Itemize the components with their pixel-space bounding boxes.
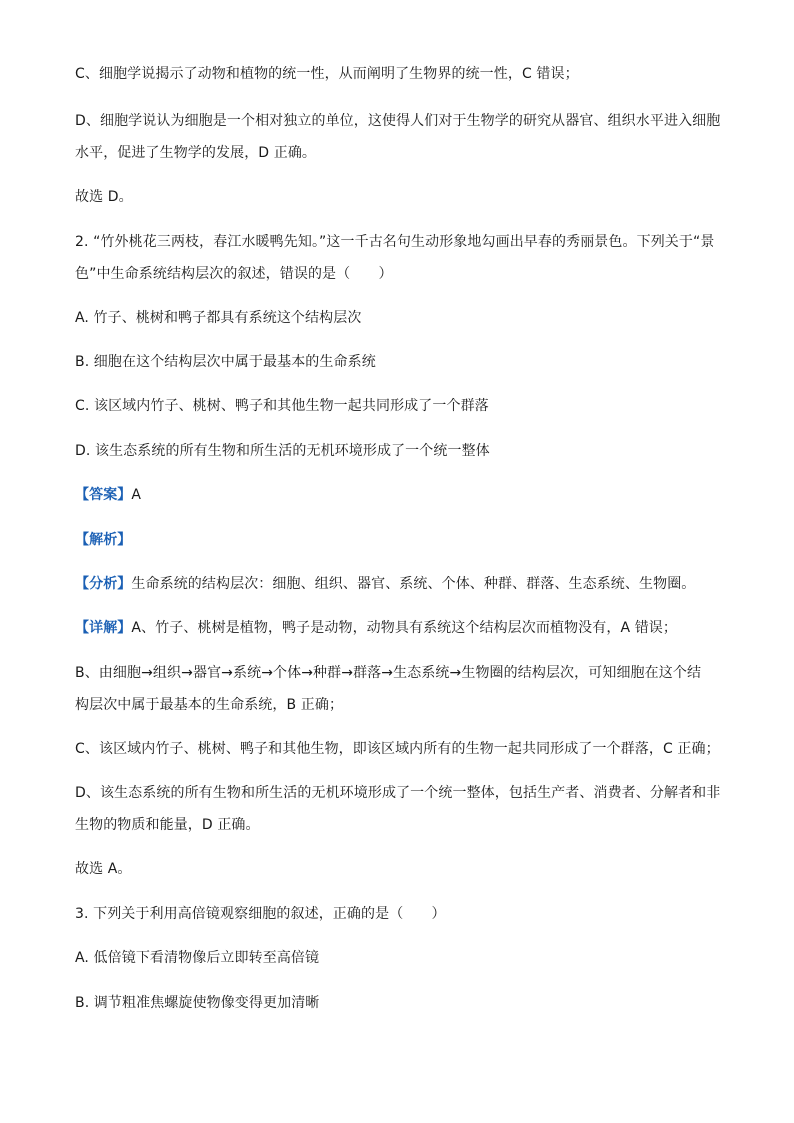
q2-stem-line1: 2. “竹外桃花三两枝，春江水暖鸭先知。”这一千古名句生动形象地勾画出早春的秀丽景色。下列关于“景 [75,234,715,250]
fenxi-text: 生命系统的结构层次：细胞、组织、器官、系统、个体、种群、群落、生态系统、生物圈。 [131,576,696,592]
q2-detail-c: C、该区域内竹子、桃树、鸭子和其他生物，即该区域内所有的生物一起共同形成了一个群落，C 正确； [75,741,720,757]
q2-fenxi [75,574,695,594]
q2-detail-b-line2: 构层次中属于最基本的生命系统，B 正确； [75,697,344,713]
prev-conclusion: 故选 D。 [75,189,133,205]
q2-detail-b-line1: B、由细胞→组织→器官→系统→个体→种群→群落→生态系统→生物圈的结构层次，可知细胞在这个结 [75,665,702,681]
q2-option-b: B. 细胞在这个结构层次中属于最基本的生命系统 [75,354,376,370]
xiangjie-a: A、竹子、桃树是植物，鸭子是动物，动物具有系统这个结构层次而植物没有，A 错误； [131,620,678,636]
q2-detail-d-line1: D、该生态系统的所有生物和所生活的无机环境形成了一个统一整体，包括生产者、消费者、分解者和非 [75,785,721,801]
q2-conclusion: 故选 A。 [75,861,132,877]
xiangjie-label: 【详解】 [75,620,132,636]
prev-analysis-d-line2: 水平，促进了生物学的发展，D 正确。 [75,145,317,161]
q2-analysis-heading [75,530,131,550]
q2-stem-line2: 色”中生命系统结构层次的叙述，错误的是（ ） [75,266,393,282]
q2-answer [75,485,141,505]
q3-stem: 3. 下列关于利用高倍镜观察细胞的叙述，正确的是（ ） [75,906,446,922]
answer-value: A [131,487,142,503]
prev-analysis-d-line1: D、细胞学说认为细胞是一个相对独立的单位，这使得人们对于生物学的研究从器官、组织水平进入细胞 [75,113,721,129]
q2-detail-d-line2: 生物的物质和能量，D 正确。 [75,817,260,833]
q2-option-a: A. 竹子、桃树和鸭子都具有系统这个结构层次 [75,310,362,326]
q3-option-b: B. 调节粗准焦螺旋使物像变得更加清晰 [75,995,320,1011]
answer-label: 【答案】 [75,487,132,503]
q2-option-c: C. 该区域内竹子、桃树、鸭子和其他生物一起共同形成了一个群落 [75,398,489,414]
analysis-label: 【解析】 [75,532,132,548]
prev-analysis-c: C、细胞学说揭示了动物和植物的统一性，从而阐明了生物界的统一性，C 错误； [75,66,579,82]
fenxi-label: 【分析】 [75,576,132,592]
q2-xiangjie [75,618,677,638]
q2-option-d: D. 该生态系统的所有生物和所生活的无机环境形成了一个统一整体 [75,443,490,459]
q3-option-a: A. 低倍镜下看清物像后立即转至高倍镜 [75,950,320,966]
